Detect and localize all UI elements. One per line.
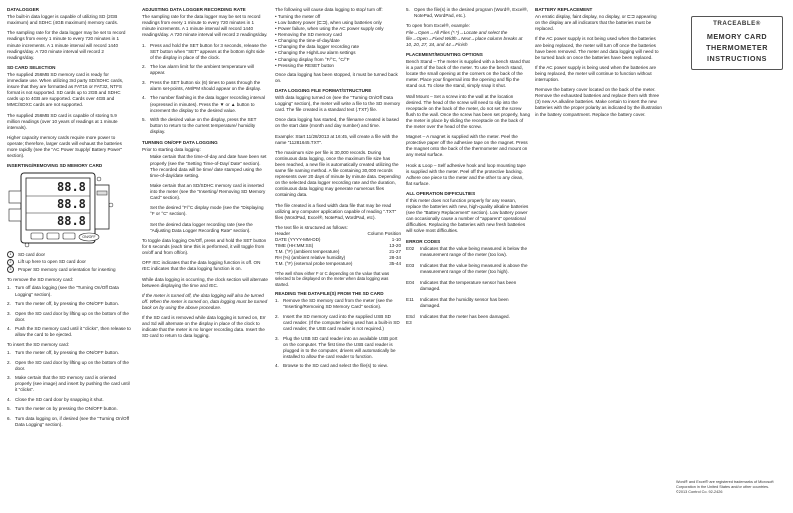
insert-intro: To insert the SD memory card: — [7, 341, 70, 347]
stop-item-text: Changing display from °F/°C, °C/°F — [277, 56, 350, 62]
battery-paragraph-1: An erratic display, faint display, no display, or ⊏⊐ appearing on the display are all indicators that the batteries must be replaced. — [535, 14, 657, 32]
battery-heading: BATTERY REPLACEMENT — [535, 7, 593, 12]
error-description: Indicates that the meter has been damaged. — [420, 314, 510, 320]
step-text: Make certain that the SD memory card is oriented properly (see image) and insert by pushing the card until it "clicks". — [15, 375, 130, 393]
reading-step — [275, 298, 401, 310]
battery-paragraph-4: Remove the battery cover located on the back of the meter. Remove the exhausted batteries and replace them with three (3) new AA alkaline batteries. Make certain to insert the new batteries with the proper polarity as indicated by the illustration in the battery compartment. Replace the battery cover. — [535, 87, 662, 117]
step-text: Close the SD card door by snapping it shut. — [15, 396, 104, 402]
excel-intro: To open from Excel®, example: — [406, 22, 470, 28]
while-logging-paragraph: While data logging is occurring, the clock section will alternate between displaying the time and rEC. — [142, 276, 268, 288]
datalogger-heading: DATALOGGER — [7, 7, 39, 12]
turning-paragraph-2: Make certain that an SD/SDHC memory card is inserted into the meter (see the "Inserting/ Removing SD Memory Card" section). — [150, 182, 266, 200]
hook-loop-paragraph: Hook & Loop – Self adhesive hook and loop mounting tape is supplied with the meter. Peel off the protective backing. Adhere one piece to the meter and the other to any clean, flat surface. — [406, 162, 526, 186]
step-text: Push the SD memory card until it "clicks", then release to allow the card to be ejected. — [15, 326, 131, 338]
adjust-rate-paragraph: The sampling rate for the data logger may be set to record readings from every 1 minute to every 720 minutes in 1 minute increments. A 1 minute interval will record 1440 readings/day. A 720 minute interval will record 2 readings/day. — [142, 14, 268, 38]
excel-path: File→Open→All Files (*.*)→Locate and select the file→Open→Fixed Width→Next→place column breaks at 10, 20, 27, 34, and 44→Finish — [406, 29, 523, 47]
stop-item: • Pressing the RESET button — [275, 62, 334, 68]
datalogger-paragraph-2: The sampling rate for the data logger may be set to record readings from every 1 minute to every 720 minutes in 1 minute increments. A 1 minute interval will record 1440 readings/day. A 720 minute interval will record 2 readings/day. — [7, 30, 126, 60]
stop-item: • Low battery power (⊏⊐), when using batteries only — [275, 20, 382, 26]
file-format-heading: DATA LOGGING FILE FORMAT/STRUCTURE — [275, 87, 372, 93]
file-format-paragraph-1: With data logging turned on (see the "Turning On/Off Data Logging" section), the meter will write a file to the SD memory card. The file created is a standard text (.TXT) file. — [275, 95, 401, 113]
magnet-paragraph: Magnet – A magnet is supplied with the meter. Peel the protective paper off the adhesive tape on the magnet. Press the magnet onto the back of the thermometer and mount on any metal surface. — [406, 134, 528, 158]
stop-after: Once data logging has been stopped, it must be turned back on. — [275, 71, 398, 83]
table-cell: T.M. (°F) (external probe temperature) — [275, 261, 353, 267]
stop-item-text: Pressing the RESET button — [277, 62, 334, 68]
table-cell: 35-44 — [389, 261, 401, 267]
copyright-notice: ©2013 Control Co. 92-2426 — [676, 489, 723, 494]
error-code: E03 — [406, 262, 415, 268]
step-number: 4. — [7, 326, 11, 332]
meter-off-note: If the meter is turned off, the data logging will also be turned off. When the meter is turned on, data logging must be turned back on by using the above procedure. — [142, 292, 268, 310]
adjust-step — [142, 95, 268, 113]
offrec-paragraph: OFF rEC indicates that the data logging function is off. ON rEC indicates that the data logging function is on. — [142, 260, 261, 272]
step-number: 4. — [7, 396, 11, 402]
step-text: Turn the meter off, by pressing the ON/OFF button. — [15, 349, 119, 355]
step-text: Insert the SD memory card into the supplied USB SD card reader. (If the computer being used has a built-in SD card reader, the USB card reader is not required.) — [283, 314, 400, 332]
meter-illustration — [7, 171, 117, 249]
table-cell: 13-20 — [389, 243, 401, 249]
stop-item-text: Removing the SD memory card — [277, 32, 342, 38]
step-number: 2. — [7, 301, 11, 307]
adjust-step — [142, 117, 268, 135]
step-number: 2. — [142, 64, 146, 70]
step-text: Press and hold the SET button for 3 seconds, release the SET button when "SET" appears at the bottom right side of the display in place of the clock. — [150, 42, 267, 60]
step-text: With the desired value on the display, press the SET button to return to the current temperature/ humidity display. — [150, 117, 257, 135]
step-text: Turn the meter off, by pressing the ON/OFF button. — [15, 301, 119, 307]
step-text: Browse to the SD card and select the file(s) to view. — [283, 363, 388, 369]
file-format-paragraph-2: Once data logging has started, the filename created is based on the start date (month and day number) and time. — [275, 117, 399, 129]
error-code-row — [406, 297, 530, 309]
table-cell: T.M. (°F) (ambient temperature) — [275, 249, 340, 255]
step-text: Remove the SD memory card from the meter (see the "Inserting/Removing SD Memory Card" section). — [283, 298, 393, 310]
stop-item-text: Changing the time-of-day/date — [277, 38, 340, 44]
column-1 — [7, 7, 131, 432]
table-row — [275, 261, 401, 267]
legend-number: 1 — [7, 251, 14, 258]
error-code-row — [406, 280, 530, 292]
error-code: ESd E3 — [406, 314, 415, 326]
step-number: 1. — [142, 42, 146, 48]
wall-mount-paragraph: Wall Mount – Set a screw into the wall at the location desired. The head of the screw will need to slip into the receptacle on the back of the meter, do not set the screw flush to the wall. Once the screw has been set properly, hang the meter in place by sliding the receptacle on the back of the meter over the head of the screw. — [406, 93, 531, 129]
column-2 — [142, 7, 268, 344]
stop-item: • Turning the meter off — [275, 14, 321, 20]
stop-item: • Changing the time-of-day/date — [275, 38, 340, 44]
column-5 — [535, 7, 662, 122]
remove-step — [7, 311, 131, 323]
step-number: 5. — [142, 117, 146, 123]
structure-intro: The text file is structured as follows: — [275, 225, 348, 231]
stop-list — [275, 14, 401, 69]
legend-item — [7, 251, 131, 258]
product-title-line-4: INSTRUCTIONS — [707, 54, 767, 63]
step-number: 4. — [142, 95, 146, 101]
table-cell: 1-10 — [391, 237, 401, 243]
remove-intro: To remove the SD memory card: — [7, 277, 74, 283]
reading-3: 88.8 — [57, 214, 86, 229]
placement-heading: PLACEMENT/MOUNTING OPTIONS — [406, 52, 483, 58]
step-text: Plug the USB SD card reader into an available USB port on the computer. The first time the USB card reader is plugged in to the computer, drivers will automatically be installed to allow the card reader to function. — [283, 335, 398, 359]
error-description: Indicates that the value being measured is below the measurement range of the meter (too low). — [420, 245, 527, 257]
step-number: 5. — [406, 7, 410, 12]
step-text: Turn data logging on, if desired (see the "Turning On/Off Data Logging" section). — [15, 415, 130, 427]
table-cell: RH (%) (ambient relative humidity) — [275, 255, 346, 261]
product-title-line-2: MEMORY CARD — [706, 32, 768, 41]
file-format-paragraph-4: The maximum size per file is 30,000 records. During continuous data logging, once the maximum file size has been reached, a new file is automatically created utilizing the same file naming method. A file containing 30,000 records represents over 20 days of minute by minute data. Depending on the selected data logger recording rate and the duration, continuous data logging may generate numerous files containing data. — [275, 150, 401, 198]
toggle-paragraph: To toggle data logging On/Off, press and hold the SET button for 6 seconds (each time this is performed, it will toggle from on/off and from off/on). — [142, 237, 267, 255]
error-code-row — [406, 263, 530, 275]
error-description: Indicates that the value being measured is above the measurement range of the meter (too high). — [420, 262, 528, 274]
step-number: 2. — [7, 359, 11, 365]
error-code-row — [406, 246, 530, 258]
table-cell: 21-27 — [389, 249, 401, 255]
stop-item-text: Power failure, when using the AC power supply only — [277, 26, 384, 32]
step-number: 6. — [7, 415, 11, 421]
remove-step — [7, 301, 131, 307]
stop-item: • Power failure, when using the AC power supply only — [275, 26, 384, 32]
sdcard-heading: SD CARD SELECTION — [7, 64, 56, 70]
legend-text: Lift up here to open SD card door — [18, 259, 86, 265]
turning-paragraph-1: Make certain that the time-of-day and date have been set properly (see the "Setting Time-of-Day/ Date" section). The recorded data will be time/ date stamped using the time-of-day/date setting. — [150, 154, 267, 178]
step-text: Turn the meter on by pressing the ON/OFF button. — [15, 406, 118, 412]
error-code-row — [406, 314, 530, 326]
battery-paragraph-3: If the AC power supply is being used when the batteries are being replaced, the meter will continue to function without interruption. — [535, 64, 657, 82]
reading-datafile-heading: READING THE DATAFILE(S) FROM THE SD CARD — [275, 291, 384, 297]
legend-item — [7, 259, 131, 266]
error-description: Indicates that the humidity sensor has been damaged. — [420, 297, 509, 309]
error-code: E11 — [406, 297, 414, 303]
datalogger-paragraph-1: The built-in data logger is capable of utilizing SD (2GB maximum) and SDHC (4GB maximum) memory cards. — [7, 14, 119, 26]
legend-number: 2 — [7, 259, 14, 266]
bench-stand-paragraph: Bench Stand – The meter is supplied with a bench stand that is a part of the back of the meter. To use the bench stand, locate the small opening at the corners on the back of the meter. Place your fingernail into the opening and flip the stand out. To close the stand, simply snap it shut. — [406, 59, 530, 89]
table-header: Header — [275, 231, 291, 237]
step-number: 1. — [275, 298, 279, 304]
legend-number: 3 — [7, 266, 14, 273]
table-header: Column Position — [367, 231, 401, 237]
stop-item: • Changing the High/Low alarm settings — [275, 50, 356, 56]
battery-paragraph-2: If the AC power supply is not being used when the batteries are being replaced, the meter will turn off once the batteries have been removed. The meter and data logging will need to be turned back on once the batteries have been replaced. — [535, 36, 659, 60]
sdcard-paragraph-1: The supplied 256MB SD memory card is ready for immediate use. When utilizing 3rd party SD/SDHC cards, insure that they are formatted as FAT16 or FAT32, NTFS format is not supported. SD cards up to 2GB and SDHC cards up to 4GB are supported. Cards over 4GB and MMC/SDXC cards are not supported. — [7, 71, 124, 108]
reading-step — [275, 314, 401, 332]
open-file-step — [406, 7, 530, 19]
step-text: The low alarm limit for the ambient temperature will appear. — [150, 64, 254, 76]
stop-item-text: Turning the meter off — [277, 14, 321, 20]
step-text: The number flashing is the data logger recording interval (expressed in minutes). Press the ▼ or ▲ button to increment the display to the desired value. — [150, 95, 265, 113]
error-code: E04 — [406, 280, 415, 285]
step-number: 1. — [7, 349, 11, 355]
step-text: Press the SET button six (6) times to pass through the alarm set-points, AM/PM should appear on the display. — [150, 79, 261, 91]
step-number: 3. — [142, 79, 146, 85]
step-number: 5. — [7, 406, 11, 412]
stop-item: • Changing the data logger recording rate — [275, 44, 360, 50]
error-code: E02 — [406, 245, 415, 251]
table-cell: DATE (YYYY-MM-DD) — [275, 237, 321, 243]
table-cell: TIME (HH:MM:SS) — [275, 243, 314, 249]
all-operation-paragraph: If this meter does not function properly for any reason, replace the batteries with new, high-quality alkaline batteries (see the "Battery Replacement" section). Low battery power can occasionally cause a number of "apparent" operational difficulties. Replacing the batteries with new fresh batteries will solve most difficulties. — [406, 198, 529, 234]
insert-step — [7, 397, 131, 403]
insert-step — [7, 360, 131, 372]
onoff-label: ON/OFF — [82, 235, 96, 240]
step-text: Open the SD card door by lifting up on the bottom of the door. — [15, 359, 129, 371]
step-number: 1. — [7, 285, 11, 291]
sdcard-paragraph-2: The supplied 256MB SD card is capable of storing 5.9 million readings (over 10 years of readings at 1 minute intervals). — [7, 112, 118, 130]
stop-item-text: Changing the data logger recording rate — [277, 44, 360, 50]
column-position-table — [275, 231, 401, 267]
product-title-line-3: THERMOMETER — [706, 43, 768, 52]
adjust-step — [142, 64, 268, 76]
error-codes-heading: ERROR CODES — [406, 238, 441, 244]
turning-onoff-heading: TURNING ON/OFF DATA LOGGING — [142, 140, 218, 146]
insert-step — [7, 375, 131, 393]
reading-1: 88.8 — [57, 180, 86, 195]
reading-2: 88.8 — [57, 197, 86, 212]
trademark-notice: Word® and Excel® are registered trademarks of Microsoft Corporation in the United States and/or other countries. — [676, 480, 774, 489]
brand-title: TRACEABLE® — [713, 20, 761, 27]
remove-step — [7, 285, 131, 297]
error-description: Indicates that the temperature sensor has been damaged. — [420, 280, 517, 292]
insert-step — [7, 406, 131, 412]
column-4 — [406, 7, 530, 331]
insert-step — [7, 416, 131, 428]
stop-item-text: Changing the High/Low alarm settings — [277, 50, 356, 56]
step-text: Open the file(s) in the desired program (Word®, Excel®, NotePad, WordPad, etc.). — [414, 7, 529, 19]
step-number: 2. — [275, 314, 279, 320]
remove-step — [7, 326, 131, 338]
table-cell: 28-34 — [389, 255, 401, 261]
table-note: *The well show either F or C depending on the value that was selected to be displayed on the meter when data logging was started. — [275, 270, 390, 287]
stop-intro: The following will cause data logging to stop/ turn off: — [275, 7, 383, 12]
stop-item-text: Low battery power (⊏⊐), when using batteries only — [277, 20, 382, 26]
legend-text: SD card door — [18, 251, 46, 257]
legend-item — [7, 266, 131, 273]
reading-step — [275, 363, 401, 369]
adjust-step — [142, 80, 268, 92]
card-removed-paragraph: If the SD card is removed while data logging is turned on, Err and Sd will alternate on the display in place of the clock to indicate that the meter is no longer recording data. Insert the SD card to return to data logging. — [142, 315, 266, 339]
sdcard-paragraph-3: Higher capacity memory cards require more power to operate; therefore, larger cards will exhaust the batteries more rapidly (see the "AC Power Supply/ Battery Power" section). — [7, 134, 123, 159]
turning-paragraph-4: Set the desired data logger recording rate (see the "Adjusting Data Logger Recording Rate" section). — [150, 221, 253, 233]
adjust-rate-heading: ADJUSTING DATA LOGGER RECORDING RATE — [142, 7, 246, 12]
all-operation-heading: ALL OPERATION DIFFICULTIES — [406, 191, 476, 197]
stop-item: • Changing display from °F/°C, °C/°F — [275, 56, 350, 62]
step-text: Open the SD card door by lifting up on the bottom of the door. — [15, 310, 129, 322]
stop-item: • Removing the SD memory card — [275, 32, 342, 38]
reading-step — [275, 336, 401, 360]
figure-legend — [7, 251, 131, 273]
title-box — [691, 16, 783, 70]
footer — [676, 480, 786, 495]
step-number: 3. — [7, 375, 11, 381]
step-number: 3. — [7, 310, 11, 316]
insert-step — [7, 350, 131, 356]
legend-text: Proper SD memory card orientation for inserting — [18, 266, 116, 272]
turning-paragraph-3: Set the desired °F/°C display mode (see the "Displaying °F or °C" section). — [150, 205, 264, 217]
insert-remove-heading: INSERTING/REMOVING SD MEMORY CARD — [7, 163, 103, 169]
step-number: 3. — [275, 335, 279, 341]
file-format-paragraph-5: The file created is a fixed width data file that may be read utilizing any computer application capable of reading ".TXT" files (WordPad, Excel®, NotePad, WordPad, etc). — [275, 202, 397, 220]
step-text: Turn off data logging (see the "Turning On/Off Data Logging" section). — [15, 285, 119, 297]
turning-intro: Prior to starting data logging: — [142, 147, 201, 153]
column-3 — [275, 7, 401, 373]
title-panel — [669, 0, 786, 513]
file-format-example: Example: Start 11/28/2013 at 16:45, will create a file with the name "11281645.TXT". — [275, 133, 398, 145]
adjust-step — [142, 43, 268, 61]
step-number: 4. — [275, 363, 279, 369]
